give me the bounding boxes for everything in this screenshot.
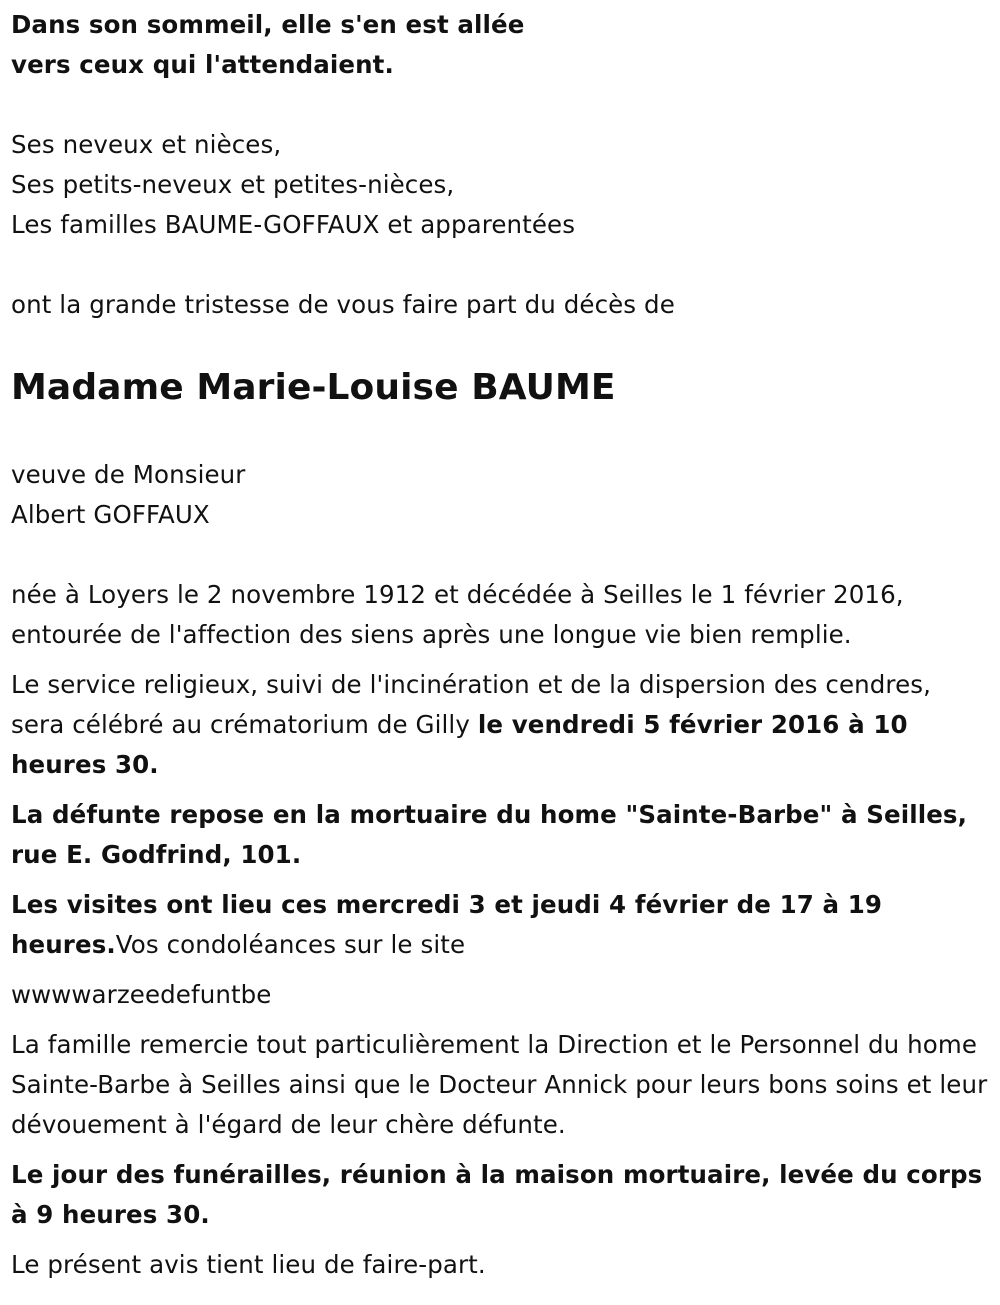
family-line-2: Ses petits-neveux et petites-nièces, (11, 170, 455, 199)
service-text: Le service religieux, suivi de l'incinération et de la dispersion des cendres, sera célébré au crématorium de Gilly (11, 670, 931, 739)
service-date: le vendredi 5 février 2016 à 10 heures 30. (11, 710, 908, 779)
quote-line-1: Dans son sommeil, elle s'en est allée (11, 10, 525, 39)
repose-paragraph: La défunte repose en la mortuaire du home "Sainte-Barbe" à Seilles, rue E. Godfrind, 101. (11, 800, 968, 869)
closing-paragraph: Le présent avis tient lieu de faire-part. (11, 1250, 486, 1279)
widow-line-1: veuve de Monsieur (11, 460, 246, 489)
thanks-paragraph: La famille remercie tout particulièrement la Direction et le Personnel du home Sainte-Barbe à Seilles ainsi que le Docteur Annick pour leurs bons soins et leur dévouement à l'égard de leur chère défunte. (11, 1030, 988, 1139)
website-text: wwwwarzeedefuntbe (11, 980, 272, 1009)
birth-death-info (11, 575, 990, 655)
widow-line-2: Albert GOFFAUX (11, 500, 210, 529)
visits-hours: Les visites ont lieu ces mercredi 3 et jeudi 4 février de 17 à 19 heures. (11, 890, 883, 959)
family-line-1: Ses neveux et nièces, (11, 130, 282, 159)
birth-death-line-1: née à Loyers le 2 novembre 1912 et décédée à Seilles le 1 février 2016, (11, 580, 904, 609)
widow-info (11, 455, 990, 535)
deceased-name: Madame Marie-Louise BAUME (11, 367, 616, 408)
service-paragraph (11, 665, 990, 785)
family-list (11, 125, 990, 245)
family-line-3: Les familles BAUME-GOFFAUX et apparentées (11, 210, 576, 239)
funeral-paragraph: Le jour des funérailles, réunion à la maison mortuaire, levée du corps à 9 heures 30. (11, 1160, 983, 1229)
opening-quote (11, 0, 990, 85)
condolences-text: Vos condoléances sur le site (115, 930, 466, 959)
quote-line-2: vers ceux qui l'attendaient. (11, 50, 394, 79)
birth-death-line-2: entourée de l'affection des siens après une longue vie bien remplie. (11, 620, 852, 649)
announcement-text: ont la grande tristesse de vous faire part du décès de (11, 290, 675, 319)
visits-paragraph (11, 885, 990, 965)
